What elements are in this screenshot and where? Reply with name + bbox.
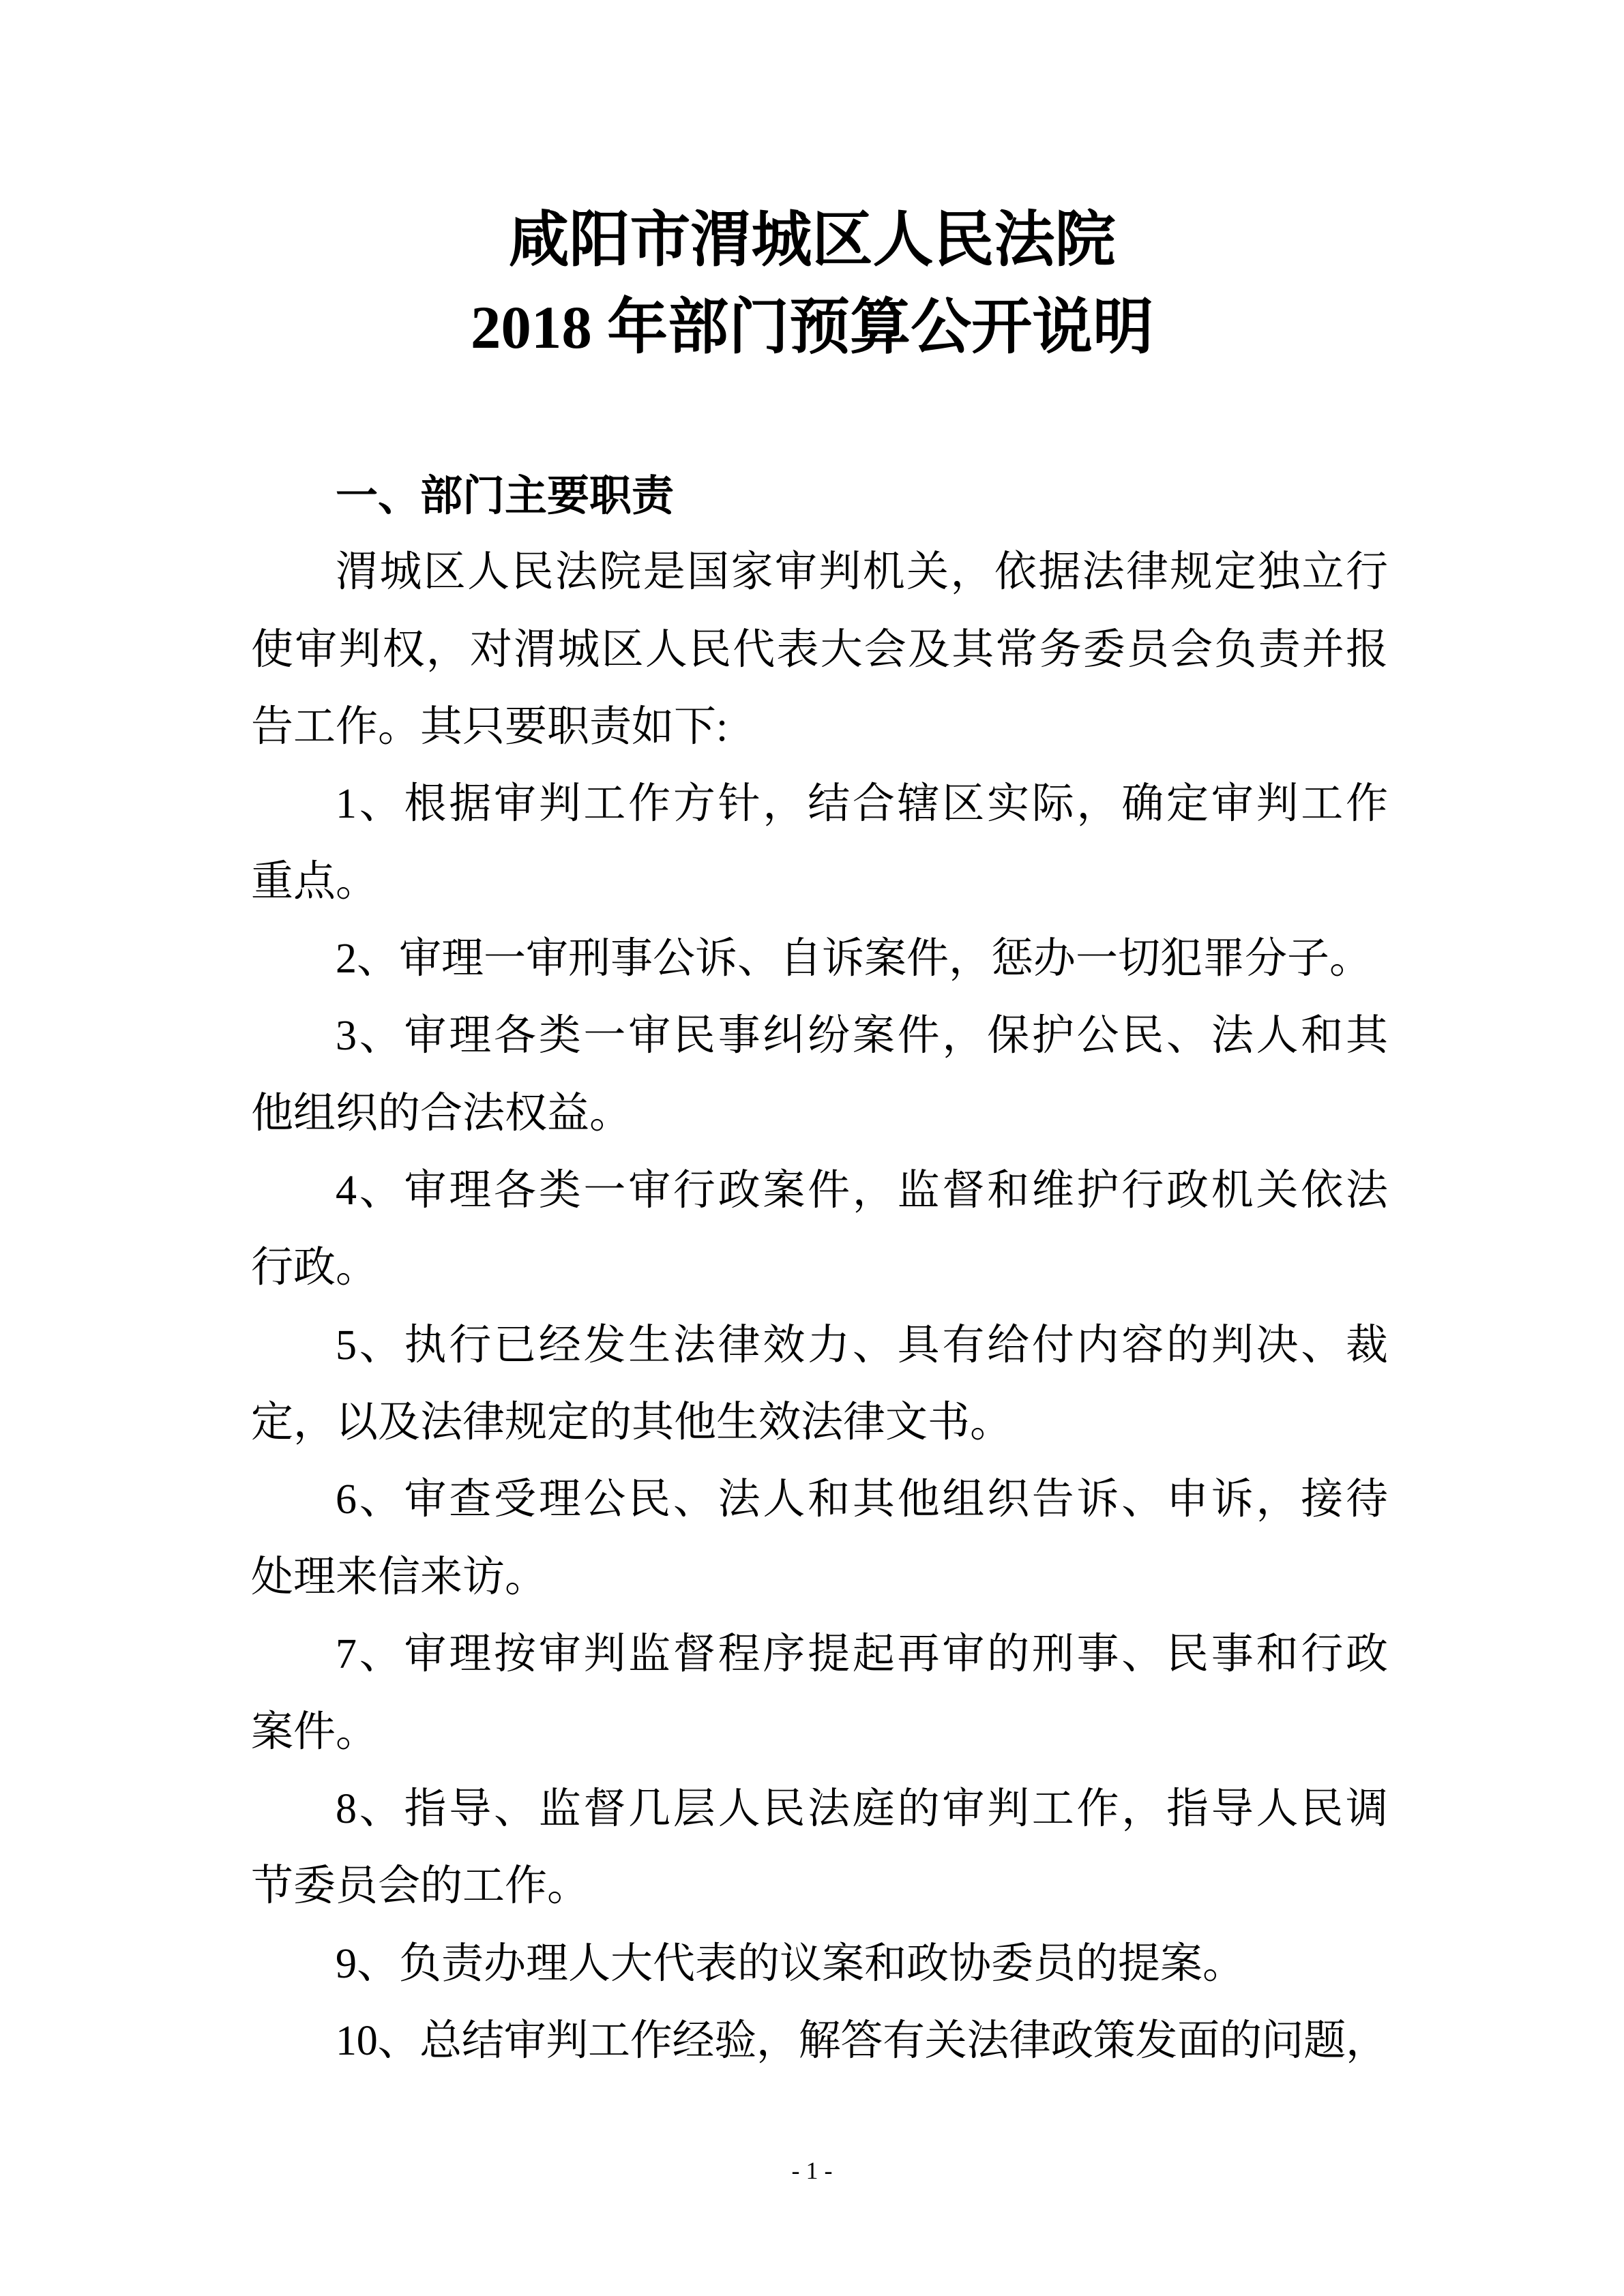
paragraph-line: 使审判权，对渭城区人民代表大会及其常务委员会负责并报 xyxy=(251,626,1390,673)
paragraph-line: 3、审理各类一审民事纠纷案件，保护公民、法人和其 xyxy=(336,1013,1391,1060)
page-number: - 1 - xyxy=(791,2157,833,2184)
section-heading: 一、部门主要职责 xyxy=(336,471,675,520)
duty-item-1 xyxy=(251,766,1391,921)
paragraph-line: 6、审查受理公民、法人和其他组织告诉、申诉，接待 xyxy=(336,1476,1391,1523)
duty-item-6 xyxy=(251,1461,1391,1616)
paragraph-line: 9、负责办理人大代表的议案和政协委员的提案。 xyxy=(336,1940,1245,1987)
intro-paragraph xyxy=(251,534,1388,766)
duty-item-7 xyxy=(251,1616,1391,1771)
paragraph-line: 案件。 xyxy=(251,1708,379,1755)
paragraph-line: 定，以及法律规定的其他生效法律文书。 xyxy=(251,1399,1013,1446)
duty-item-4 xyxy=(251,1152,1391,1307)
paragraph-line: 他组织的合法权益。 xyxy=(251,1090,632,1137)
paragraph-line: 4、审理各类一审行政案件，监督和维护行政机关依法 xyxy=(336,1167,1391,1214)
duty-item-2 xyxy=(251,921,1388,998)
duty-item-10 xyxy=(251,2003,1388,2080)
paragraph-line: 1、根据审判工作方针，结合辖区实际，确定审判工作 xyxy=(336,781,1391,828)
paragraph-line: 节委员会的工作。 xyxy=(251,1863,590,1910)
duty-item-5 xyxy=(251,1307,1391,1462)
paragraph-line: 7、审理按审判监督程序提起再审的刑事、民事和行政 xyxy=(336,1631,1391,1678)
paragraph-line: 8、指导、监督几层人民法庭的审判工作，指导人民调 xyxy=(336,1785,1391,1832)
paragraph-line: 5、执行已经发生法律效力、具有给付内容的判决、裁 xyxy=(336,1322,1391,1369)
title-line-subject: 2018 年部门预算公开说明 xyxy=(470,295,1154,361)
paragraph-line: 行政。 xyxy=(251,1244,379,1292)
title-line-organization: 咸阳市渭城区人民法院 xyxy=(508,207,1116,274)
duty-item-9 xyxy=(251,1926,1388,2003)
paragraph-line: 重点。 xyxy=(251,858,379,905)
paragraph-line: 2、审理一审刑事公诉、自诉案件，惩办一切犯罪分子。 xyxy=(336,936,1372,983)
duty-item-3 xyxy=(251,998,1391,1152)
paragraph-line: 告工作。其只要职责如下: xyxy=(251,704,728,751)
duty-item-8 xyxy=(251,1771,1391,1926)
paragraph-line: 处理来信来访。 xyxy=(251,1553,548,1600)
paragraph-line: 渭城区人民法院是国家审判机关，依据法律规定独立行 xyxy=(336,549,1390,596)
paragraph-line: 10、总结审判工作经验，解答有关法律政策发面的问题， xyxy=(336,2017,1388,2064)
document-body xyxy=(251,457,1391,2080)
